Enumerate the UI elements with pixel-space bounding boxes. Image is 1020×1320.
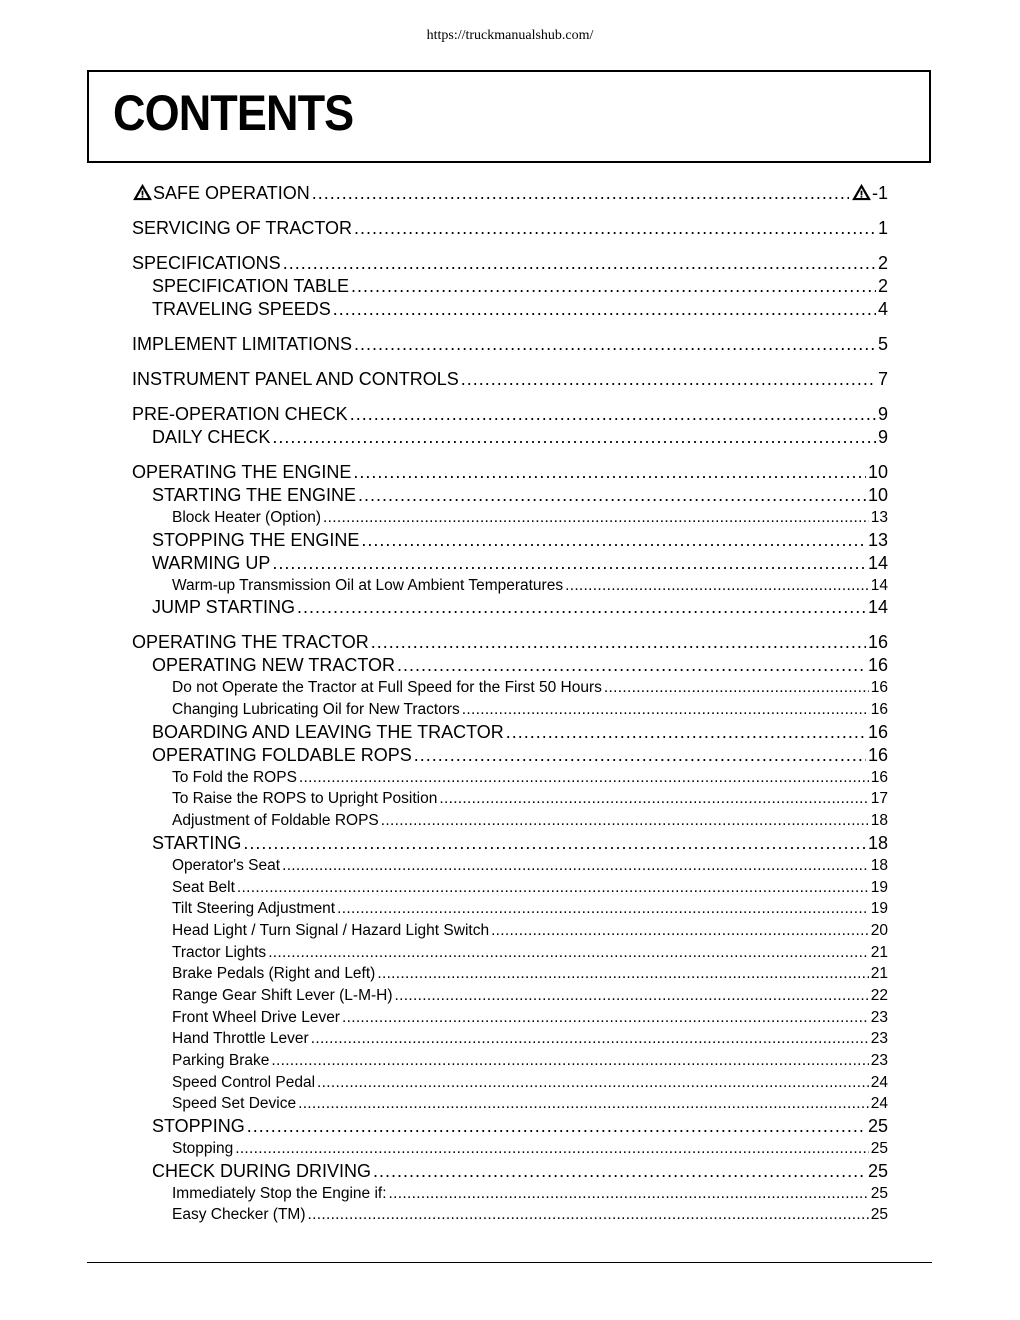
toc-page-text: 21	[870, 943, 888, 961]
toc-page-text: 14	[867, 552, 888, 573]
toc-entry-text: Stopping	[172, 1140, 234, 1158]
toc-entry-text: DAILY CHECK	[152, 427, 271, 447]
toc-entry-label	[172, 507, 321, 529]
toc-entry[interactable]	[132, 1050, 888, 1072]
toc-entry[interactable]	[132, 767, 888, 789]
toc-page-text: 25	[870, 1184, 888, 1202]
toc-entry[interactable]	[132, 942, 888, 964]
toc-page-number	[871, 942, 888, 964]
toc-page-number	[871, 1138, 888, 1160]
toc-entry[interactable]	[132, 699, 888, 721]
toc-page-number	[871, 1093, 888, 1115]
toc-entry[interactable]	[132, 985, 888, 1007]
toc-entry[interactable]	[132, 1072, 888, 1094]
toc-entry-label	[152, 275, 349, 298]
toc-entry-label	[132, 252, 281, 275]
toc-entry-text: Parking Brake	[172, 1052, 270, 1069]
dot-leader	[235, 1138, 869, 1160]
dot-leader	[395, 985, 869, 1007]
toc-entry-text: CHECK DURING DRIVING	[152, 1160, 372, 1181]
toc-page-number	[878, 298, 888, 321]
toc-entry-text: STOPPING THE ENGINE	[152, 529, 360, 550]
toc-page-text: 18	[867, 832, 888, 853]
toc-entry[interactable]	[132, 677, 888, 699]
toc-entry[interactable]	[132, 333, 888, 356]
toc-entry-text: Speed Set Device	[172, 1095, 297, 1113]
toc-page-text: 25	[870, 1206, 888, 1224]
toc-entry-label	[152, 721, 504, 744]
toc-page-text: 25	[867, 1160, 888, 1181]
toc-page-text: 10	[867, 485, 888, 505]
toc-entry[interactable]	[132, 368, 888, 391]
toc-entry-label	[132, 217, 352, 240]
toc-page-number	[878, 403, 888, 426]
toc-entry-text: WARMING UP	[152, 552, 271, 573]
toc-page-text: 19	[870, 900, 888, 918]
toc-entry-text: STARTING	[152, 832, 242, 853]
toc-page-text: 22	[870, 986, 888, 1004]
toc-page-number	[868, 1115, 888, 1138]
toc-page-text: 16	[867, 632, 888, 653]
toc-entry-text: OPERATING THE TRACTOR	[132, 632, 369, 653]
toc-page-number	[871, 788, 888, 810]
toc-entry[interactable]	[132, 1138, 888, 1160]
toc-entry-text: OPERATING NEW TRACTOR	[152, 655, 396, 676]
toc-page-number	[871, 699, 888, 721]
bottom-divider	[87, 1262, 932, 1263]
toc-entry-label	[172, 1204, 306, 1226]
toc-entry[interactable]	[132, 855, 888, 877]
toc-page-text: 16	[870, 701, 888, 719]
toc-entry-text: IMPLEMENT LIMITATIONS	[132, 334, 353, 354]
toc-page-number	[871, 855, 888, 877]
toc-page-number	[868, 529, 888, 552]
toc-page-text: 1	[877, 218, 888, 238]
toc-entry[interactable]	[132, 1093, 888, 1115]
dot-leader	[298, 1093, 869, 1115]
dot-leader	[308, 1204, 869, 1226]
toc-entry-text: SPECIFICATION TABLE	[152, 276, 350, 296]
dot-leader	[604, 677, 869, 699]
toc-entry-text: Operator's Seat	[172, 856, 281, 874]
toc-entry[interactable]	[132, 810, 888, 832]
toc-entry-label	[172, 985, 393, 1007]
toc-entry-label	[152, 426, 270, 449]
dot-leader	[358, 484, 866, 507]
toc-page-text: 21	[870, 965, 888, 983]
toc-page-number	[868, 721, 888, 744]
table-of-contents	[132, 182, 888, 1226]
toc-page-number	[868, 744, 888, 767]
toc-page-number	[871, 677, 888, 699]
toc-page-number	[868, 631, 888, 654]
toc-entry-label	[152, 832, 241, 855]
toc-entry[interactable]	[132, 182, 888, 205]
dot-leader	[373, 1160, 866, 1183]
toc-entry-label	[132, 403, 348, 426]
dot-leader	[312, 182, 849, 205]
toc-page-text: 10	[867, 462, 888, 482]
toc-entry[interactable]	[132, 217, 888, 240]
dot-leader	[361, 529, 866, 552]
toc-entry-label	[172, 1028, 309, 1050]
toc-page-text: 16	[870, 768, 888, 786]
toc-entry-label	[152, 298, 331, 321]
dot-leader	[350, 403, 876, 426]
toc-page-text: 9	[877, 427, 888, 447]
dot-leader	[311, 1028, 869, 1050]
dot-leader	[351, 275, 876, 298]
dot-leader	[491, 920, 869, 942]
toc-entry[interactable]	[132, 788, 888, 810]
toc-page-number	[871, 1183, 888, 1205]
toc-entry-label	[172, 1007, 340, 1029]
toc-entry[interactable]	[132, 1183, 888, 1205]
toc-page-text: 23	[870, 1008, 888, 1026]
toc-entry-text: STARTING THE ENGINE	[152, 485, 357, 505]
toc-entry-label	[152, 529, 359, 552]
toc-entry-label	[172, 898, 335, 920]
toc-entry[interactable]	[132, 631, 888, 654]
toc-entry[interactable]	[132, 1007, 888, 1029]
toc-entry-text: SPECIFICATIONS	[132, 253, 281, 273]
dot-leader	[461, 368, 876, 391]
toc-page-number	[871, 1072, 888, 1094]
toc-page-number	[871, 1028, 888, 1050]
dot-leader	[243, 832, 866, 855]
toc-page-text: 24	[870, 1073, 888, 1091]
dot-leader	[377, 963, 868, 985]
toc-page-number	[871, 1007, 888, 1029]
toc-page-number	[871, 920, 888, 942]
dot-leader	[323, 507, 869, 529]
toc-entry-label	[152, 744, 412, 767]
toc-page-number	[878, 333, 888, 356]
toc-page-text: 4	[877, 299, 888, 319]
toc-entry-label	[152, 1160, 371, 1183]
warning-icon	[851, 183, 872, 203]
dot-leader	[462, 699, 869, 721]
toc-entry-text: SERVICING OF TRACTOR	[132, 218, 353, 238]
dot-leader	[354, 217, 876, 240]
toc-entry[interactable]	[132, 484, 888, 507]
toc-entry-label	[132, 368, 459, 391]
toc-entry-text: OPERATING FOLDABLE ROPS	[152, 744, 412, 765]
toc-entry-text: TRAVELING SPEEDS	[152, 299, 331, 319]
toc-entry-label	[172, 963, 375, 985]
dot-leader	[268, 942, 869, 964]
toc-page-text: 23	[870, 1030, 888, 1048]
toc-entry-label	[172, 1183, 387, 1205]
toc-entry-label	[172, 1093, 296, 1115]
toc-entry-text: JUMP STARTING	[152, 597, 296, 618]
toc-page-text: 20	[870, 921, 888, 939]
toc-entry[interactable]	[132, 877, 888, 899]
toc-page-text: 2	[877, 253, 888, 273]
dot-leader	[353, 461, 866, 484]
dot-leader	[414, 744, 866, 767]
toc-page-number	[868, 596, 888, 619]
toc-page-number	[878, 217, 888, 240]
toc-entry-text: INSTRUMENT PANEL AND CONTROLS	[132, 369, 459, 389]
toc-entry[interactable]	[132, 898, 888, 920]
toc-entry-text: Immediately Stop the Engine if:	[172, 1184, 387, 1202]
toc-entry[interactable]	[132, 507, 888, 529]
dot-leader	[282, 855, 869, 877]
toc-page-number	[871, 1050, 888, 1072]
toc-page-text: 16	[870, 679, 888, 697]
toc-entry-text: Tilt Steering Adjustment	[172, 900, 336, 918]
toc-entry-label	[152, 596, 295, 619]
toc-entry-label	[172, 677, 602, 699]
toc-entry[interactable]	[132, 1028, 888, 1050]
toc-entry-label	[172, 855, 280, 877]
toc-entry-label	[132, 631, 369, 654]
toc-entry-text: Tractor Lights	[172, 943, 267, 961]
toc-entry-text: Speed Control Pedal	[172, 1073, 316, 1091]
toc-entry-text: Range Gear Shift Lever (L-M-H)	[172, 986, 393, 1004]
toc-entry[interactable]	[132, 654, 888, 677]
toc-page-text: 16	[867, 721, 888, 742]
toc-entry-label	[172, 699, 460, 721]
warning-icon	[132, 183, 153, 203]
toc-page-text: 9	[877, 404, 888, 424]
toc-page-text: 16	[867, 655, 888, 676]
toc-entry-text: To Raise the ROPS to Upright Position	[172, 790, 438, 808]
toc-entry-label	[172, 1050, 269, 1072]
toc-entry-text: SAFE OPERATION	[153, 183, 310, 203]
toc-entry[interactable]	[132, 1115, 888, 1138]
toc-page-text: 25	[867, 1116, 888, 1137]
toc-entry-label	[172, 920, 489, 942]
toc-page-text: 14	[867, 597, 888, 618]
toc-page-number	[871, 877, 888, 899]
toc-page-text: 17	[870, 790, 888, 808]
toc-entry-text: BOARDING AND LEAVING THE TRACTOR	[152, 721, 504, 742]
source-url: https://truckmanualshub.com/	[426, 28, 594, 43]
dot-leader	[371, 631, 866, 654]
toc-page-text: 5	[877, 334, 888, 354]
toc-entry-text: Changing Lubricating Oil for New Tractors	[172, 701, 460, 719]
toc-entry[interactable]	[132, 529, 888, 552]
toc-page-number	[878, 275, 888, 298]
toc-page-number	[868, 1160, 888, 1183]
dot-leader	[333, 298, 876, 321]
toc-entry-label	[132, 461, 351, 484]
toc-page-number	[868, 461, 888, 484]
dot-leader	[354, 333, 876, 356]
dot-leader	[381, 810, 869, 832]
toc-entry-text: PRE-OPERATION CHECK	[132, 404, 348, 424]
toc-page-number	[868, 552, 888, 575]
toc-page-number	[871, 767, 888, 789]
toc-entry-label	[172, 788, 437, 810]
toc-page-number	[868, 654, 888, 677]
toc-page-text: 7	[877, 369, 888, 389]
toc-page-number	[871, 575, 888, 597]
toc-entry-label	[172, 810, 379, 832]
toc-entry[interactable]	[132, 744, 888, 767]
toc-entry-label	[172, 1072, 315, 1094]
toc-entry-label	[152, 1115, 245, 1138]
dot-leader	[237, 877, 869, 899]
toc-page-number	[871, 898, 888, 920]
toc-entry-label	[172, 877, 235, 899]
toc-page-number	[851, 182, 888, 205]
toc-entry-text: Warm-up Transmission Oil at Low Ambient Temperatures	[172, 576, 564, 594]
toc-entry[interactable]	[132, 461, 888, 484]
toc-entry-text: OPERATING THE ENGINE	[132, 462, 352, 482]
toc-entry[interactable]	[132, 298, 888, 321]
toc-entry-label	[172, 575, 563, 597]
toc-entry-text: Block Heater (Option)	[172, 509, 322, 526]
toc-entry[interactable]	[132, 575, 888, 597]
toc-page-text: 23	[870, 1052, 888, 1069]
toc-page-number	[878, 252, 888, 275]
toc-page-text: 13	[870, 509, 888, 526]
page-title: CONTENTS	[113, 85, 354, 141]
toc-page-number	[868, 484, 888, 507]
toc-entry[interactable]	[132, 552, 888, 575]
toc-page-number	[878, 426, 888, 449]
toc-entry[interactable]	[132, 832, 888, 855]
toc-entry-text: To Fold the ROPS	[172, 768, 297, 786]
toc-page-text: 13	[867, 529, 888, 550]
toc-entry[interactable]	[132, 721, 888, 744]
toc-entry-label	[152, 552, 270, 575]
dot-leader	[397, 654, 866, 677]
dot-leader	[299, 767, 869, 789]
dot-leader	[389, 1183, 869, 1205]
toc-entry-label	[172, 1138, 233, 1160]
toc-page-text: 18	[870, 812, 888, 830]
dot-leader	[272, 426, 876, 449]
toc-page-text: 18	[870, 856, 888, 874]
toc-page-number	[868, 832, 888, 855]
dot-leader	[342, 1007, 869, 1029]
toc-entry-label	[172, 767, 297, 789]
toc-entry-label	[152, 654, 395, 677]
toc-page-number	[871, 810, 888, 832]
toc-entry-text: Brake Pedals (Right and Left)	[172, 965, 376, 983]
toc-entry-text: Head Light / Turn Signal / Hazard Light Switch	[172, 921, 490, 939]
dot-leader	[506, 721, 866, 744]
toc-page-number	[871, 1204, 888, 1226]
toc-page-text: 24	[870, 1095, 888, 1113]
toc-entry-text: Do not Operate the Tractor at Full Speed for the First 50 Hours	[172, 679, 602, 697]
dot-leader	[317, 1072, 869, 1094]
toc-page-number	[871, 963, 888, 985]
dot-leader	[565, 575, 869, 597]
title-box	[87, 70, 931, 163]
toc-page-number	[871, 507, 888, 529]
toc-entry-text: Adjustment of Foldable ROPS	[172, 812, 379, 830]
dot-leader	[439, 788, 868, 810]
toc-entry-label	[152, 484, 356, 507]
toc-entry-label	[132, 333, 352, 356]
toc-entry-text: STOPPING	[152, 1116, 245, 1137]
toc-entry[interactable]	[132, 963, 888, 985]
toc-entry-text: Easy Checker (TM)	[172, 1206, 306, 1224]
toc-page-text: 25	[870, 1140, 888, 1158]
toc-page-text: 14	[870, 576, 888, 594]
toc-entry[interactable]	[132, 426, 888, 449]
dot-leader	[297, 596, 866, 619]
toc-entry[interactable]	[132, 1204, 888, 1226]
toc-entry[interactable]	[132, 920, 888, 942]
dot-leader	[271, 1050, 868, 1072]
toc-entry-label	[132, 182, 310, 205]
toc-page-text: 19	[870, 878, 888, 896]
toc-page-text: 16	[867, 744, 888, 765]
toc-entry-text: Hand Throttle Lever	[172, 1030, 309, 1048]
dot-leader	[247, 1115, 866, 1138]
toc-entry-text: Front Wheel Drive Lever	[172, 1008, 340, 1026]
toc-entry-label	[172, 942, 266, 964]
toc-entry[interactable]	[132, 596, 888, 619]
toc-page-text: -1	[871, 183, 888, 203]
toc-page-text: 2	[877, 276, 888, 296]
dot-leader	[272, 552, 866, 575]
toc-page-number	[871, 985, 888, 1007]
toc-page-number	[878, 368, 888, 391]
toc-entry[interactable]	[132, 1160, 888, 1183]
toc-entry[interactable]	[132, 252, 888, 275]
toc-entry-text: Seat Belt	[172, 878, 235, 896]
dot-leader	[337, 898, 869, 920]
dot-leader	[283, 252, 876, 275]
toc-entry[interactable]	[132, 403, 888, 426]
toc-entry[interactable]	[132, 275, 888, 298]
